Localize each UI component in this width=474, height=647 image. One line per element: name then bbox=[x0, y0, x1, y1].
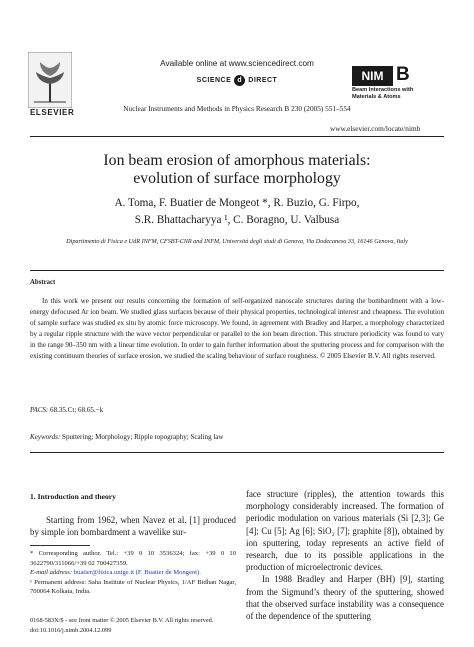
keywords-line bbox=[30, 433, 224, 441]
right-column bbox=[246, 488, 444, 622]
footnotes bbox=[30, 549, 236, 597]
pacs-line bbox=[30, 406, 103, 414]
pacs-label: PACS: bbox=[30, 406, 49, 414]
right-paragraph-2: In 1988 Bradley and Harper (BH) [9], starting from the Sigmund’s theory of the sputtering, showed that the observed surface instability was a consequence of the dependence of the sputtering bbox=[246, 574, 444, 622]
nimb-logo-short: NIM bbox=[352, 66, 393, 86]
email-link[interactable]: buatier@fisica.unige.it (F. Buatier de Mongeot). bbox=[73, 569, 201, 577]
keywords-value: Sputtering; Morphology; Ripple topography; Scaling law bbox=[62, 433, 224, 441]
doi-line[interactable]: doi:10.1016/j.nimb.2004.12.099 bbox=[30, 627, 112, 634]
authors-line-2: S.R. Bhattacharyya ¹, C. Boragno, U. Valbusa bbox=[134, 214, 340, 226]
keywords-label: Keywords: bbox=[30, 433, 61, 441]
paper-title-line-2: evolution of surface morphology bbox=[133, 170, 341, 187]
footnote-rule bbox=[30, 545, 90, 546]
right-paragraph-1: face structure (ripples), the attention towards this morphology considerably increased. The formation of periodic modulation on various materials (Si [2,3]; Ge [4]; Cu [5]; Ag [6]; SiO₂ [7]; graphite [8]), obtained by ion sputtering, today represents an active field of research, due to its possible applications in the production of microelectronic devices. bbox=[246, 489, 444, 573]
sciencedirect-icon: d bbox=[234, 75, 245, 86]
pacs-value: 68.35.Ct; 68.65.−k bbox=[50, 406, 104, 414]
email-label: E-mail address: bbox=[30, 569, 73, 577]
nimb-journal-logo bbox=[352, 66, 424, 104]
authors-line-1: A. Toma, F. Buatier de Mongeot *, R. Buzio, G. Firpo, bbox=[114, 197, 360, 209]
nimb-logo-subtitle: Beam Interactions with Materials & Atoms bbox=[352, 87, 414, 100]
affiliation: Dipartimento di Fisica e UdR INFM, CFSBT-CNR and INFM, Università degli studi di Genova, Via Dodecaneso 33, 16146 Genova, Italy bbox=[66, 238, 408, 245]
abstract-body: In this work we present our results concerning the formation of self-organized nanoscale structures during the bombardment with a low-energy defocused Ar ion beam. We studied glass surfaces because of their physical properties, technological interest and cheapness. The evolution of sample surface was studied ex situ by atomic force microscopy. We found, in agreement with Bradley and Harper, a morphology characterized by a regular ripple structure with the wave vector perpendicular or parallel to the ion beam direction. This structure periodicity was found to vary in the range 90–350 nm with a linear time evolution. In order to gain further information about the sputtering process and for comparison with the existing continuum theories of surface erosion, we studied the scaling behaviour of surface roughness. © 2005 Elsevier B.V. All rights reserved. bbox=[30, 297, 444, 361]
abstract-heading: Abstract bbox=[30, 279, 56, 286]
sciencedirect-right: DIRECT bbox=[248, 76, 278, 84]
front-matter-line: 0168-583X/$ - see front matter © 2005 Elsevier B.V. All rights reserved. bbox=[30, 617, 214, 624]
paper-title-line-1: Ion beam erosion of amorphous materials: bbox=[103, 152, 371, 169]
journal-citation: Nuclear Instruments and Methods in Physics Research B 230 (2005) 551–554 bbox=[123, 104, 351, 113]
footnote-permanent-address: ¹ Permanent address: Saha Institute of Nuclear Physics, 1/AF Bidhan Nagar, 700064 Kolkata, India. bbox=[30, 578, 236, 596]
header-rule bbox=[30, 136, 444, 137]
section-heading: 1. Introduction and theory bbox=[30, 492, 116, 501]
intro-paragraph-start: Starting from 1962, when Navez et al. [1] produced by simple ion bombardment a wavelike sur- bbox=[30, 515, 236, 537]
abstract-top-rule bbox=[30, 270, 444, 271]
footnote-corresponding: * Corresponding author. Tel.: +39 0 10 3536324; fax: +39 0 10 3622790/311066/+39 02 700427359. bbox=[30, 550, 236, 567]
abstract-bottom-rule bbox=[30, 452, 444, 453]
nimb-logo-letter: B bbox=[396, 64, 410, 85]
sciencedirect-logo bbox=[178, 73, 296, 87]
available-online-line: Available online at www.sciencedirect.com bbox=[160, 59, 314, 68]
journal-url[interactable]: www.elsevier.com/locate/nimb bbox=[330, 124, 421, 133]
publisher-wordmark: ELSEVIER bbox=[30, 108, 75, 117]
footnote-email bbox=[30, 568, 236, 578]
sciencedirect-left: SCIENCE bbox=[196, 76, 232, 84]
